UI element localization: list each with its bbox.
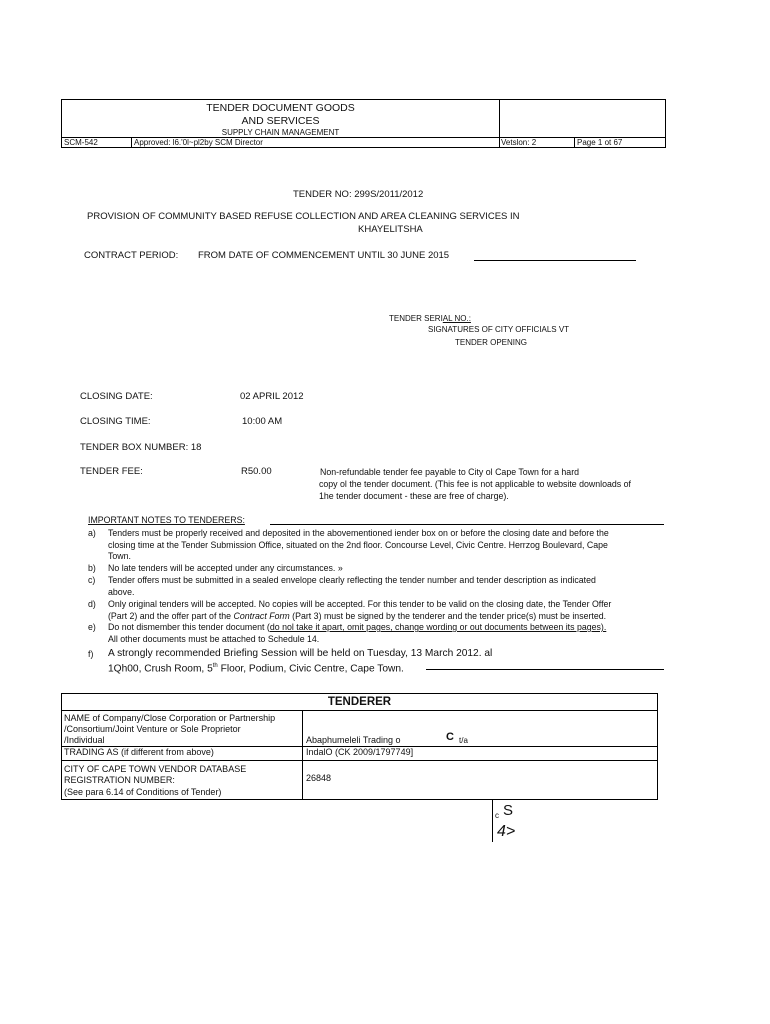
note-d-marker: d) <box>88 599 96 609</box>
vendor-label-line3: (See para 6.14 of Conditions of Tender) <box>64 787 222 797</box>
note-e-line1 <box>108 621 606 633</box>
fee-note-line2: copy ol the tender document. (This fee is not applicable to website downloads of <box>319 479 631 489</box>
document-header-table <box>61 99 666 148</box>
tender-number: TENDER NO: 299S/2011/2012 <box>293 189 424 200</box>
note-c-line1: Tender offers must be submitted in a sealed envelope clearly reflecting the tender number and tender description as indicated <box>108 575 596 585</box>
note-a-marker: a) <box>88 528 96 538</box>
note-e-line1-part1: Do not dismember this tender document ( <box>108 622 270 632</box>
tender-box-number: TENDER BOX NUMBER: 18 <box>80 442 202 453</box>
margin-mark-c: c <box>495 811 499 820</box>
vendor-number-value: 26848 <box>306 773 332 783</box>
tender-fee-value: R50.00 <box>241 466 272 477</box>
tenderer-heading: TENDERER <box>327 696 392 708</box>
note-d-line2-part1: (Part 2) and the offer part of the <box>108 611 234 621</box>
note-c-line2: above. <box>108 587 135 597</box>
serial-signatures-line: SIGNATURES OF CITY OFFICIALS VT <box>428 325 570 334</box>
provision-line1: PROVISION OF COMMUNITY BASED REFUSE COLLECTION AND AREA CLEANING SERVICES IN <box>87 211 520 222</box>
tender-fee-label: TENDER FEE: <box>80 466 143 477</box>
serial-tender-opening: TENDER OPENING <box>455 338 528 347</box>
note-e-marker: e) <box>88 622 96 632</box>
closing-time-label: CLOSING TIME: <box>80 416 151 427</box>
note-d-line2-part3: (Part 3) must be signed by the tenderer and the tender price(s) must be inserted. <box>289 611 607 621</box>
note-f-line1: A strongly recommended Briefing Session will be held on Tuesday, 13 March 2012. al <box>108 648 493 659</box>
company-name-value: Abaphumeleli Trading o <box>306 735 401 745</box>
note-f-line2-part2: Floor, Podium, Civic Centre, Cape Town. <box>217 663 404 675</box>
note-d-contract-form: Contract Form <box>233 611 290 621</box>
contract-period-label: CONTRACT PERIOD: <box>84 250 179 261</box>
notes-heading: IMPORTANT NOTES TO TENDERERS: <box>88 515 245 525</box>
note-e-line2: All other documents must be attached to Schedule 14. <box>108 634 320 644</box>
note-f-rule <box>426 669 664 670</box>
note-b-line1: No late tenders will be accepted under any circumstances. » <box>108 563 343 573</box>
note-f-marker: f) <box>88 649 94 659</box>
closing-time-value: 10:00 AM <box>242 416 283 427</box>
trading-as-label: TRADING AS (if different from above) <box>64 747 214 757</box>
name-label-line3: /Individual <box>64 735 105 745</box>
note-f-line2-part1: 1Qh00, Crush Room, 5 <box>108 663 213 675</box>
note-d-line1: Only original tenders will be accepted. No copies will be accepted. For this tender to be valid on the closing date, the Tender Offer <box>108 599 612 609</box>
margin-mark-s: S <box>503 802 514 819</box>
tender-serial-underlined: AL NO.: <box>442 314 471 323</box>
note-f-line2 <box>108 660 404 675</box>
notes-heading-rule <box>270 524 664 525</box>
name-label-line1: NAME of Company/Close Corporation or Partnership <box>64 713 276 723</box>
header-doc-code: SCM-542 <box>62 138 132 147</box>
trading-as-value: IndalO (CK 2009/1797749] <box>306 747 414 757</box>
fee-note-line3: 1he tender document - these are free of charge). <box>319 491 509 501</box>
closing-date-value: 02 APRIL 2012 <box>240 391 304 402</box>
header-title-line2: AND SERVICES <box>241 115 320 127</box>
margin-mark-line <box>492 800 493 842</box>
note-c-marker: c) <box>88 575 96 585</box>
note-f-superscript: th <box>212 663 218 669</box>
vendor-label-line1: CITY OF CAPE TOWN VENDOR DATABASE <box>64 764 247 774</box>
header-subtitle: SUPPLY CHAIN MANAGEMENT <box>221 128 340 137</box>
note-e-line1-underlined: do nol take it apart, omit pages, change wording or out documents between its pages). <box>269 622 607 632</box>
margin-mark-four: 4> <box>497 823 516 840</box>
vendor-label-line2: REGISTRATION NUMBER: <box>64 775 175 785</box>
header-approved: Approved: l6.'0l~pl2by SCM Director <box>134 138 263 147</box>
tenderer-table <box>61 693 658 800</box>
note-b-marker: b) <box>88 563 96 573</box>
provision-line2: KHAYELITSHA <box>358 224 423 235</box>
tenderer-table-divider <box>302 710 303 799</box>
fee-note-line1: Non-refundable tender fee payable to City ol Cape Town for a hard <box>320 467 580 477</box>
name-label-line2: /Consortium/Joint Venture or Sole Proprietor <box>64 724 241 734</box>
tenderer-table-rule-mid <box>62 760 657 761</box>
tenderer-table-rule-top <box>62 710 657 711</box>
header-page: Page 1 ot 67 <box>577 138 623 147</box>
tender-serial-prefix: TENDER SERI <box>389 314 443 323</box>
company-name-ta: t/a <box>459 736 468 745</box>
contract-period-value: FROM DATE OF COMMENCEMENT UNTIL 30 JUNE 2015 <box>198 250 450 261</box>
company-name-c: C <box>446 731 454 743</box>
note-a-line1: Tenders must be properly received and deposited in the abovementioned iender box on or before the closing date and before the <box>108 528 609 538</box>
note-a-line2: closing time at the Tender Submission Office, situated on the 2nd floor. Concourse Level, Civic Centre. Herrzog Boulevard, Cape <box>108 540 608 550</box>
closing-date-label: CLOSING DATE: <box>80 391 153 402</box>
header-version: Vetslon: 2 <box>499 138 575 147</box>
note-a-line3: Town. <box>108 551 131 561</box>
contract-period-signature-line <box>474 260 636 261</box>
header-title-line1: TENDER DOCUMENT GOODS <box>206 102 355 114</box>
